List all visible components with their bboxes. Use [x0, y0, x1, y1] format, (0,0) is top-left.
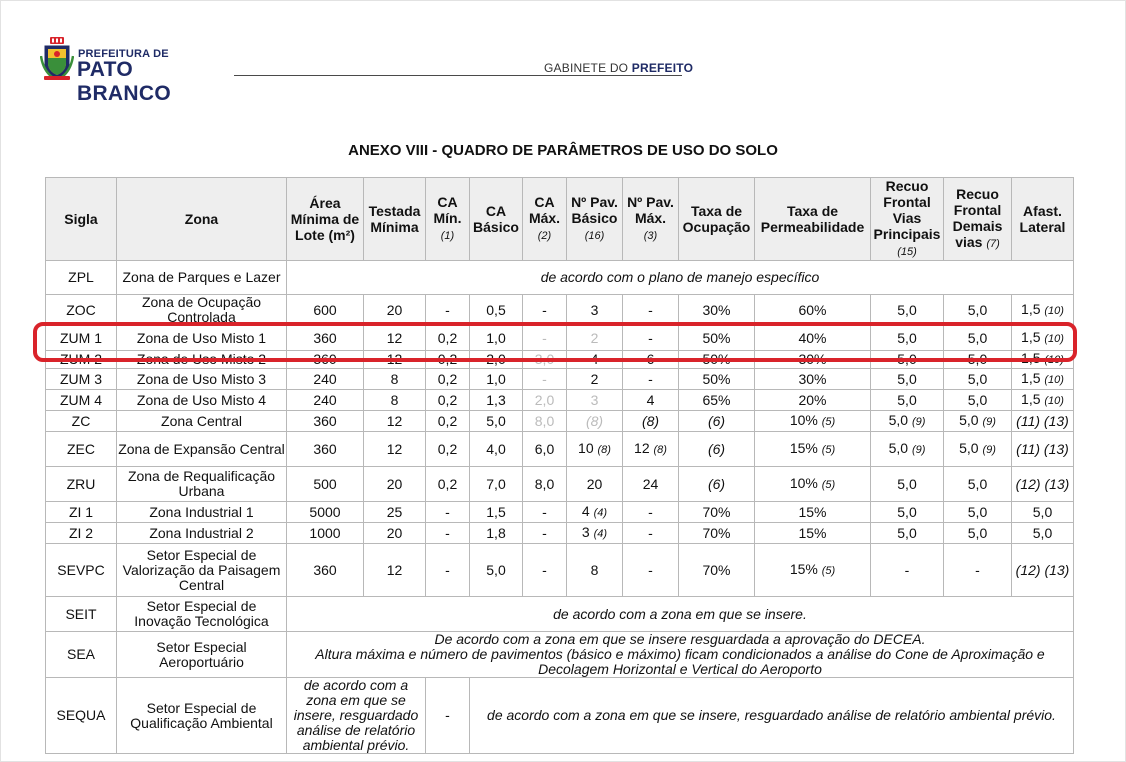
cell-testada: 8: [364, 390, 426, 411]
col-npav-basico-note: (16): [584, 230, 605, 242]
cell-taxa-ocupacao: 70%: [679, 544, 755, 597]
note-line-2: Altura máxima e número de pavimentos (básico e máximo) ficam condicionados a análise do Cone de Aproximação e Decolagem Horizontal e Vertical do Aeroporto: [315, 646, 1045, 677]
cell-ca-max: -: [523, 295, 567, 326]
cell-zona: Zona Central: [117, 411, 287, 432]
cell-recuo-principais: -: [871, 544, 944, 597]
cell-testada: 20: [364, 467, 426, 502]
cell-rp-note: (9): [911, 415, 926, 428]
cell-npav-max: -: [623, 369, 679, 390]
col-npav-max: [623, 178, 679, 261]
cell-ca-min: -: [426, 523, 470, 544]
cell-afast: (11) (13): [1012, 411, 1074, 432]
cell-recuo-demais: [944, 411, 1012, 432]
cell-afast: [1012, 390, 1074, 411]
cell-afast: [1012, 326, 1074, 351]
cell-recuo-principais: 5,0: [871, 467, 944, 502]
cell-area: 360: [287, 432, 364, 467]
cell-recuo-principais: 5,0: [871, 295, 944, 326]
cell-taxa-ocupacao: (6): [679, 467, 755, 502]
cell-npav-basico: 2: [567, 369, 623, 390]
cell-recuo-demais: [944, 432, 1012, 467]
cell-sigla: SEQUA: [46, 678, 117, 754]
table-row: [46, 369, 1074, 390]
cell-npav-max: 6: [623, 351, 679, 369]
document-title: ANEXO VIII - QUADRO DE PARÂMETROS DE USO DO SOLO: [348, 142, 778, 159]
col-zona: Zona: [117, 178, 287, 261]
cell-afast: (12) (13): [1012, 544, 1074, 597]
cell-npav-basico: [567, 523, 623, 544]
cell-taxa-permeabilidade: [755, 432, 871, 467]
col-testada: Testada Mínima: [364, 178, 426, 261]
parameters-table: [45, 177, 1074, 754]
cell-npav-basico: 20: [567, 467, 623, 502]
cell-sigla: ZI 1: [46, 502, 117, 523]
cell-taxa-ocupacao: 70%: [679, 502, 755, 523]
cell-taxa-ocupacao: (6): [679, 432, 755, 467]
cell-taxa-permeabilidade: [755, 467, 871, 502]
col-npav-basico-label: Nº Pav. Básico: [571, 194, 618, 226]
cell-sigla: ZI 2: [46, 523, 117, 544]
cell-ca-min: 0,2: [426, 432, 470, 467]
cell-npb-note: (4): [593, 506, 608, 519]
cell-ca-max: -: [523, 523, 567, 544]
cell-taxa-ocupacao: 30%: [679, 295, 755, 326]
cell-area: 360: [287, 326, 364, 351]
cell-sigla: ZOC: [46, 295, 117, 326]
cell-ca-basico: 7,0: [470, 467, 523, 502]
table-row: [46, 544, 1074, 597]
cell-merged-note: de acordo com o plano de manejo específico: [287, 261, 1074, 295]
cell-ca-min: 0,2: [426, 369, 470, 390]
prefeitura-logo: [38, 36, 228, 105]
cell-ca-min: 0,2: [426, 351, 470, 369]
cell-tp-note: (5): [821, 415, 836, 428]
col-ca-max-note: (2): [537, 230, 552, 242]
cell-taxa-permeabilidade: 15%: [755, 502, 871, 523]
cell-zona: Zona de Uso Misto 2: [117, 351, 287, 369]
cell-taxa-ocupacao: 50%: [679, 351, 755, 369]
cell-recuo-principais: 5,0: [871, 502, 944, 523]
col-area: Área Mínima de Lote (m²): [287, 178, 364, 261]
cell-sigla: ZUM 3: [46, 369, 117, 390]
col-recuo-demais: [944, 178, 1012, 261]
cell-rp-value: 5,0: [888, 411, 909, 428]
cell-merged-note: de acordo com a zona em que se insere.: [287, 597, 1074, 632]
col-npav-max-note: (3): [643, 230, 658, 242]
cell-taxa-ocupacao: 70%: [679, 523, 755, 544]
cell-tp-value: 10%: [789, 474, 818, 491]
cell-npb-value: 4: [581, 502, 590, 519]
col-recuo-principais: [871, 178, 944, 261]
cell-recuo-principais: 5,0: [871, 523, 944, 544]
cell-recuo-demais: 5,0: [944, 369, 1012, 390]
cell-afast-note: (10): [1044, 354, 1064, 366]
department-bold: PREFEITO: [631, 61, 694, 75]
col-taxa-permeabilidade: Taxa de Permeabilidade: [755, 178, 871, 261]
cell-sigla: ZEC: [46, 432, 117, 467]
cell-sigla: ZUM 1: [46, 326, 117, 351]
cell-rp-value: 5,0: [888, 439, 909, 456]
cell-afast: 5,0: [1012, 502, 1074, 523]
cell-sigla: ZPL: [46, 261, 117, 295]
cell-taxa-ocupacao: (6): [679, 411, 755, 432]
cell-zona: Setor Especial de Qualificação Ambiental: [117, 678, 287, 754]
cell-ca-min: -: [426, 544, 470, 597]
cell-taxa-permeabilidade: 30%: [755, 351, 871, 369]
cell-npav-basico: 8: [567, 544, 623, 597]
cell-taxa-ocupacao: 65%: [679, 390, 755, 411]
cell-ca-max: 8,0: [523, 467, 567, 502]
cell-tp-note: (5): [821, 564, 836, 577]
table-row: [46, 467, 1074, 502]
cell-afast: [1012, 295, 1074, 326]
cell-npm-value: 12: [634, 439, 650, 456]
table-row: [46, 523, 1074, 544]
table-row: [46, 597, 1074, 632]
table-row-highlighted: [46, 326, 1074, 351]
cell-recuo-demais: 5,0: [944, 295, 1012, 326]
cell-recuo-principais: 5,0: [871, 326, 944, 351]
cell-afast-value: 1,5: [1021, 300, 1041, 317]
cell-testada: 12: [364, 351, 426, 369]
cell-npav-max: -: [623, 295, 679, 326]
col-ca-min-label: CA Mín.: [433, 194, 462, 226]
cell-npav-basico: 3: [567, 390, 623, 411]
cell-zona: Setor Especial de Valorização da Paisagem Central: [117, 544, 287, 597]
cell-zona: Setor Especial Aeroportuário: [117, 632, 287, 678]
table-row: [46, 632, 1074, 678]
cell-npav-max: (8): [623, 411, 679, 432]
table-header-row: [46, 178, 1074, 261]
cell-npav-max: -: [623, 544, 679, 597]
cell-rp-note: (9): [911, 443, 926, 456]
cell-ca-max: -: [523, 369, 567, 390]
cell-area: 500: [287, 467, 364, 502]
cell-afast-value: 1,5: [1021, 328, 1041, 345]
cell-zona: Zona de Parques e Lazer: [117, 261, 287, 295]
cell-recuo-demais: -: [944, 544, 1012, 597]
note-line-1: De acordo com a zona em que se insere resguardada a aprovação do DECEA.: [434, 631, 926, 647]
table-row: [46, 502, 1074, 523]
cell-afast-note: (10): [1044, 332, 1064, 345]
cell-recuo-principais: 5,0: [871, 390, 944, 411]
cell-sigla: SEVPC: [46, 544, 117, 597]
cell-npav-max: 24: [623, 467, 679, 502]
cell-testada: 12: [364, 411, 426, 432]
cell-npm-note: (8): [653, 443, 667, 456]
col-recuo-demais-note: (7): [986, 238, 1000, 250]
cell-afast-note: (10): [1044, 304, 1064, 317]
table-row: [46, 411, 1074, 432]
cell-area: 360: [287, 351, 364, 369]
cell-taxa-permeabilidade: [755, 411, 871, 432]
cell-npav-basico: 4: [567, 351, 623, 369]
col-afast-lateral: Afast. Lateral: [1012, 178, 1074, 261]
cell-ca-basico: 0,5: [470, 295, 523, 326]
cell-rd-note: (9): [982, 443, 996, 456]
table-row: [46, 678, 1074, 754]
col-recuo-principais-label: Recuo Frontal Vias Principais: [873, 178, 941, 242]
cell-area: 1000: [287, 523, 364, 544]
cell-recuo-demais: 5,0: [944, 467, 1012, 502]
cell-npav-basico: 2: [567, 326, 623, 351]
cell-taxa-permeabilidade: 30%: [755, 369, 871, 390]
cell-merged-note: [287, 632, 1074, 678]
cell-ca-min: 0,2: [426, 467, 470, 502]
cell-afast: [1012, 369, 1074, 390]
table-row: [46, 351, 1074, 369]
col-npav-basico: [567, 178, 623, 261]
cell-zona: Zona Industrial 1: [117, 502, 287, 523]
col-taxa-ocupacao: Taxa de Ocupação: [679, 178, 755, 261]
cell-ca-basico: 5,0: [470, 544, 523, 597]
cell-npav-basico: [567, 432, 623, 467]
cell-npav-max: 4: [623, 390, 679, 411]
cell-recuo-principais: 5,0: [871, 369, 944, 390]
col-ca-min: [426, 178, 470, 261]
cell-taxa-permeabilidade: 15%: [755, 523, 871, 544]
cell-npav-basico: [567, 502, 623, 523]
cell-tp-note: (5): [821, 478, 836, 491]
cell-ca-max: -: [523, 544, 567, 597]
department-prefix: GABINETE DO: [544, 61, 632, 75]
cell-recuo-principais: 5,0: [871, 351, 944, 369]
cell-afast: [1012, 351, 1074, 369]
cell-recuo-demais: 5,0: [944, 326, 1012, 351]
cell-ca-max: 3,0: [523, 351, 567, 369]
city-crest-icon: [40, 36, 74, 82]
cell-ca-basico: 1,0: [470, 326, 523, 351]
cell-ca-min: 0,2: [426, 390, 470, 411]
cell-testada: 20: [364, 523, 426, 544]
cell-taxa-permeabilidade: 20%: [755, 390, 871, 411]
cell-afast-value: 1,5: [1021, 390, 1041, 407]
table-row: [46, 261, 1074, 295]
cell-npav-max: -: [623, 502, 679, 523]
cell-npb-value: 3: [581, 523, 590, 540]
cell-ca-basico: 4,0: [470, 432, 523, 467]
cell-recuo-principais: [871, 432, 944, 467]
cell-afast-note: (10): [1044, 394, 1064, 407]
cell-npav-basico: (8): [567, 411, 623, 432]
cell-testada: 12: [364, 326, 426, 351]
cell-afast: (12) (13): [1012, 467, 1074, 502]
cell-taxa-permeabilidade: 40%: [755, 326, 871, 351]
cell-zona: Zona de Requalificação Urbana: [117, 467, 287, 502]
cell-testada: 8: [364, 369, 426, 390]
cell-ca-max: 8,0: [523, 411, 567, 432]
cell-area: 360: [287, 411, 364, 432]
col-recuo-demais-label: Recuo Frontal Demais vias: [952, 186, 1003, 250]
cell-ca-basico: 1,3: [470, 390, 523, 411]
col-recuo-principais-note: (15): [897, 246, 917, 258]
cell-npav-max: [623, 432, 679, 467]
cell-tp-value: 15%: [789, 560, 818, 577]
cell-afast-note: (10): [1044, 373, 1064, 386]
cell-npav-max: -: [623, 326, 679, 351]
cell-npav-max: -: [623, 523, 679, 544]
cell-sigla: ZUM 4: [46, 390, 117, 411]
cell-afast: (11) (13): [1012, 432, 1074, 467]
department-label: [544, 61, 693, 75]
cell-recuo-principais: [871, 411, 944, 432]
cell-sigla: ZC: [46, 411, 117, 432]
cell-recuo-demais: 5,0: [944, 351, 1012, 369]
col-ca-basico: CA Básico: [470, 178, 523, 261]
cell-recuo-demais: 5,0: [944, 390, 1012, 411]
cell-testada: 12: [364, 544, 426, 597]
cell-testada: 20: [364, 295, 426, 326]
table-row: [46, 390, 1074, 411]
cell-ca-max: 2,0: [523, 390, 567, 411]
cell-zona: Zona Industrial 2: [117, 523, 287, 544]
table-row: [46, 295, 1074, 326]
cell-ca-basico: 1,5: [470, 502, 523, 523]
cell-tp-value: 15%: [789, 439, 818, 456]
cell-zona: Zona de Uso Misto 1: [117, 326, 287, 351]
cell-ca-min: -: [426, 678, 470, 754]
cell-sigla: ZRU: [46, 467, 117, 502]
cell-zona: Setor Especial de Inovação Tecnológica: [117, 597, 287, 632]
cell-afast: 5,0: [1012, 523, 1074, 544]
cell-area: 600: [287, 295, 364, 326]
cell-tp-value: 10%: [789, 411, 818, 428]
cell-taxa-permeabilidade: 60%: [755, 295, 871, 326]
col-ca-max-label: CA Máx.: [528, 194, 561, 226]
cell-merged-note-left: de acordo com a zona em que se insere, resguardado análise de relatório ambiental prévio.: [287, 678, 426, 754]
header-divider: [234, 75, 682, 76]
cell-ca-min: -: [426, 295, 470, 326]
cell-rd-value: 5,0: [959, 411, 979, 428]
cell-zona: Zona de Uso Misto 4: [117, 390, 287, 411]
col-sigla: Sigla: [46, 178, 117, 261]
table-row: [46, 432, 1074, 467]
cell-taxa-permeabilidade: [755, 544, 871, 597]
cell-sigla: SEA: [46, 632, 117, 678]
cell-rd-note: (9): [982, 415, 996, 428]
cell-ca-max: -: [523, 326, 567, 351]
cell-ca-max: -: [523, 502, 567, 523]
cell-ca-min: 0,2: [426, 411, 470, 432]
logo-text-small: PREFEITURA DE: [78, 48, 169, 60]
cell-testada: 12: [364, 432, 426, 467]
col-ca-max: [523, 178, 567, 261]
cell-ca-min: -: [426, 502, 470, 523]
cell-taxa-ocupacao: 50%: [679, 369, 755, 390]
cell-ca-min: 0,2: [426, 326, 470, 351]
logo-text-big: PATO BRANCO: [77, 58, 171, 105]
cell-afast-value: 1,5: [1021, 350, 1041, 366]
cell-tp-note: (5): [821, 443, 836, 456]
cell-taxa-ocupacao: 50%: [679, 326, 755, 351]
cell-npav-basico: 3: [567, 295, 623, 326]
cell-sigla: ZUM 2: [46, 351, 117, 369]
col-ca-min-note: (1): [440, 230, 455, 242]
cell-sigla: SEIT: [46, 597, 117, 632]
cell-ca-basico: 1,0: [470, 369, 523, 390]
cell-rd-value: 5,0: [959, 439, 979, 456]
cell-zona: Zona de Uso Misto 3: [117, 369, 287, 390]
cell-testada: 25: [364, 502, 426, 523]
cell-area: 5000: [287, 502, 364, 523]
col-npav-max-label: Nº Pav. Máx.: [627, 194, 674, 226]
cell-recuo-demais: 5,0: [944, 523, 1012, 544]
cell-afast-value: 1,5: [1021, 369, 1041, 386]
cell-ca-basico: 1,8: [470, 523, 523, 544]
cell-area: 240: [287, 369, 364, 390]
cell-merged-note-right: de acordo com a zona em que se insere, resguardado análise de relatório ambiental prévio.: [470, 678, 1074, 754]
cell-zona: Zona de Expansão Central: [117, 432, 287, 467]
cell-npb-note: (8): [597, 443, 611, 456]
cell-ca-basico: 2,0: [470, 351, 523, 369]
cell-ca-basico: 5,0: [470, 411, 523, 432]
cell-area: 240: [287, 390, 364, 411]
cell-npb-value: 10: [578, 439, 594, 456]
cell-recuo-demais: 5,0: [944, 502, 1012, 523]
cell-ca-max: 6,0: [523, 432, 567, 467]
cell-area: 360: [287, 544, 364, 597]
cell-zona: Zona de Ocupação Controlada: [117, 295, 287, 326]
cell-npb-note: (4): [593, 527, 608, 540]
